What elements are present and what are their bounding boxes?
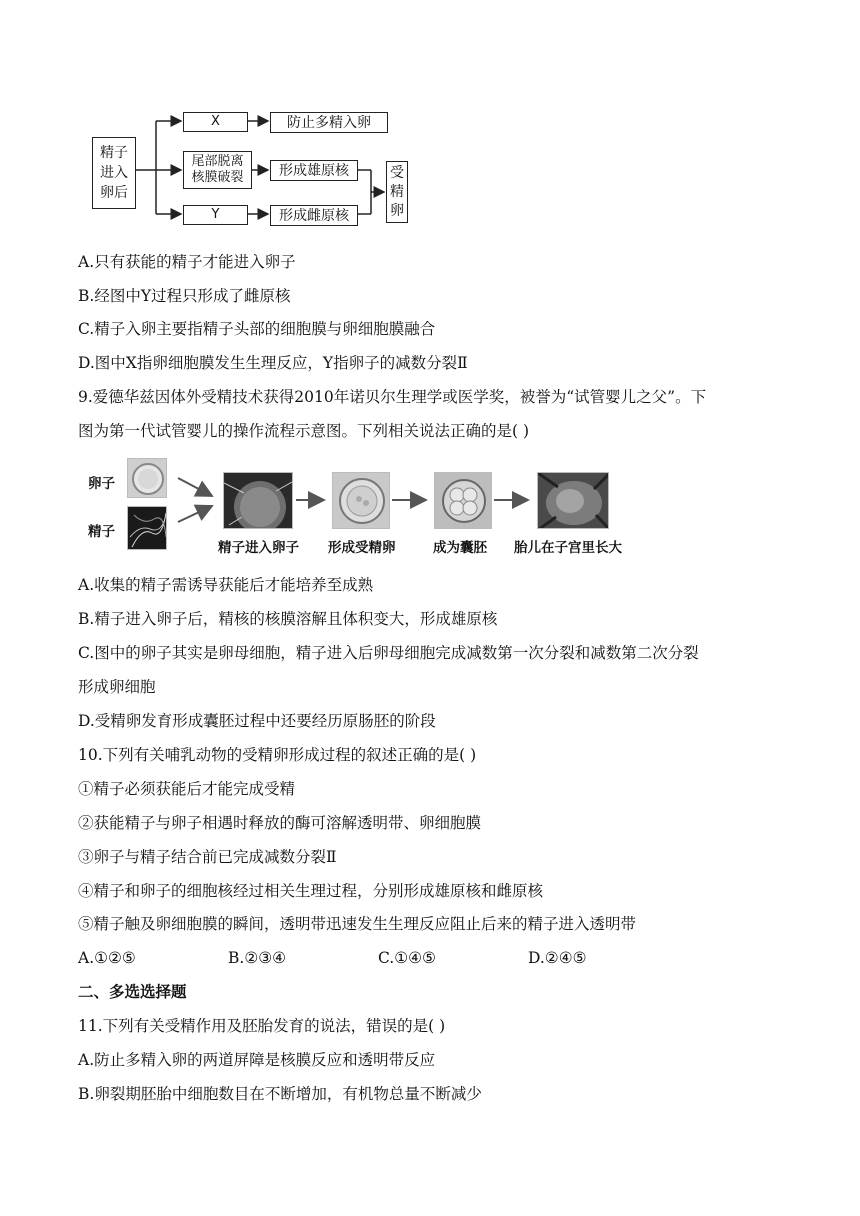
flow-mid-box (183, 151, 252, 189)
q8-option-a: A.只有获能的精子才能进入卵子 (78, 253, 296, 271)
q9-option-a: A.收集的精子需诱导获能后才能培养至成熟 (78, 576, 374, 594)
flow-mid-result: 形成雄原核 (279, 162, 349, 179)
fertilization-flow-diagram (0, 0, 860, 240)
q10-choice-c: C.①④⑤ (378, 949, 436, 967)
egg-label: 卵子 (88, 476, 115, 492)
flow-y-label: Y (211, 207, 220, 222)
zygote-photo (332, 472, 390, 529)
q10-choice-d: D.②④⑤ (528, 949, 587, 967)
q9-option-c: C.图中的卵子其实是卵母细胞，精子进入后卵母细胞完成减数第一次分裂和减数第二次分裂 (78, 644, 699, 662)
q9-stem-line-1: 9.爱德华兹因体外受精技术获得2010年诺贝尔生理学或医学奖，被誉为“试管婴儿之父”。下 (78, 388, 707, 406)
step-label-sperm-enters-egg: 精子进入卵子 (218, 540, 299, 556)
flow-x-result: 防止多精入卵 (287, 114, 371, 131)
q10-statement-1: ①精子必须获能后才能完成受精 (78, 780, 296, 798)
flow-mid-label: 尾部脱离核膜破裂 (191, 154, 244, 185)
q10-choice-b: B.②③④ (228, 949, 287, 967)
q11-option-a: A.防止多精入卵的两道屏障是核膜反应和透明带反应 (78, 1051, 436, 1069)
step-label-fetus: 胎儿在子宫里长大 (514, 540, 622, 556)
q8-option-d: D.图中X指卵细胞膜发生生理反应，Y指卵子的减数分裂Ⅱ (78, 354, 468, 372)
q9-option-d: D.受精卵发育形成囊胚过程中还要经历原肠胚的阶段 (78, 712, 436, 730)
flow-x-label: X (211, 114, 220, 129)
fetus-in-uterus-photo (537, 472, 609, 529)
flow-y-box (183, 205, 248, 225)
flow-y-result-box (270, 205, 358, 226)
q9-stem-line-2: 图为第一代试管婴儿的操作流程示意图。下列相关说法正确的是( ) (78, 422, 530, 440)
flow-x-box (183, 112, 248, 132)
sperm-entering-egg-photo (223, 472, 293, 529)
blastocyst-photo (434, 472, 492, 529)
flow-mid-result-box (270, 160, 358, 181)
ivf-process-figure (0, 450, 860, 560)
q9-option-b: B.精子进入卵子后，精核的核膜溶解且体积变大，形成雄原核 (78, 610, 498, 628)
q8-option-b: B.经图中Y过程只形成了雌原核 (78, 287, 291, 305)
q11-stem: 11.下列有关受精作用及胚胎发育的说法，错误的是( ) (78, 1017, 446, 1035)
q10-statement-4: ④精子和卵子的细胞核经过相关生理过程，分别形成雄原核和雌原核 (78, 882, 544, 900)
q11-option-b: B.卵裂期胚胎中细胞数目在不断增加，有机物总量不断减少 (78, 1085, 482, 1103)
flow-start-box (92, 137, 136, 209)
q10-choice-a: A.①②⑤ (78, 949, 136, 967)
flow-end-label: 受精卵 (390, 164, 404, 219)
sperm-label: 精子 (88, 524, 115, 540)
flow-end-box (386, 161, 408, 223)
q10-statement-3: ③卵子与精子结合前已完成减数分裂Ⅱ (78, 848, 337, 866)
q10-statement-5: ⑤精子触及卵细胞膜的瞬间，透明带迅速发生生理反应阻止后来的精子进入透明带 (78, 915, 637, 933)
q10-stem: 10.下列有关哺乳动物的受精卵形成过程的叙述正确的是( ) (78, 746, 477, 764)
step-label-blastocyst: 成为囊胚 (433, 540, 487, 556)
process-arrows (0, 450, 860, 560)
flow-start-label: 精子进入卵后 (100, 145, 128, 201)
step-label-zygote: 形成受精卵 (328, 540, 396, 556)
section-heading-multiple-choice: 二、多选选择题 (78, 983, 187, 1001)
q10-statement-2: ②获能精子与卵子相遇时释放的酶可溶解透明带、卵细胞膜 (78, 814, 482, 832)
flow-y-result: 形成雌原核 (279, 207, 349, 224)
q8-option-c: C.精子入卵主要指精子头部的细胞膜与卵细胞膜融合 (78, 320, 436, 338)
q9-option-c-cont: 形成卵细胞 (78, 678, 156, 696)
flow-x-result-box (270, 112, 388, 133)
